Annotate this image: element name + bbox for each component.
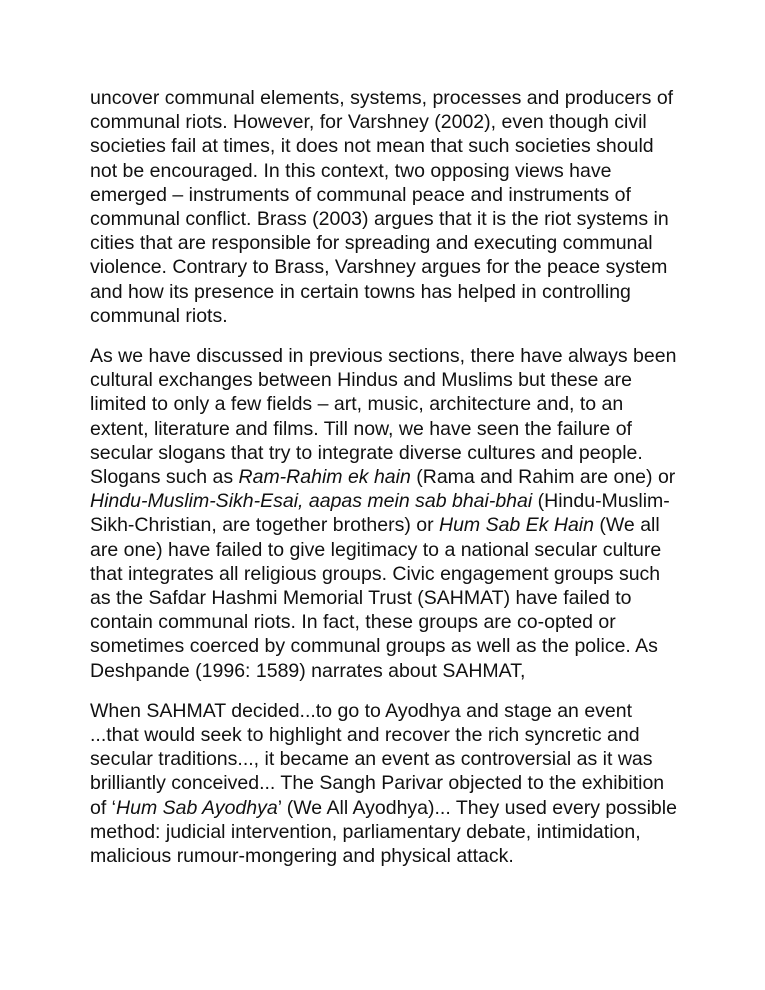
slogan-ram-rahim: Ram-Rahim ek hain xyxy=(238,466,411,489)
paragraph-1-text: uncover communal elements, systems, processes and producers of communal riots. However, for Varshney (2002), even though civil societies fail at times, it does not mean that such societies should not be encouraged. In this context, two opposing views have emerged – instruments of communal peace and instruments of communal conflict. Brass (2003) argues that it is the riot systems in cities that are responsible for spreading and executing communal violence. Contrary to Brass, Varshney argues for the peace system and how its presence in certain towns has helped in controlling communal riots. xyxy=(90,87,674,327)
paragraph-1 xyxy=(90,86,680,328)
paragraph-3-quote xyxy=(90,699,680,868)
paragraph-2-text-2: (Rama and Rahim are one) or xyxy=(410,466,676,489)
paragraph-2-text-1: As we have discussed in previous sections, there have always been cultural exchanges between Hindus and Muslims but these are limited to only a few fields – art, music, architecture and, to an extent, literature and films. Till now, we have seen the failure of secular slogans that try to integrate diverse cultures and people. Slogans such as xyxy=(90,345,677,489)
paragraph-3-text-1: When SAHMAT decided...to go to Ayodhya and stage an event ...that would seek to highlight and recover the rich syncretic and secular traditions..., it became an event as controversial as it was brilliantly conceived... The Sangh Parivar objected to the exhibition of ‘ xyxy=(90,699,665,819)
paragraph-2 xyxy=(90,344,680,683)
document-page xyxy=(90,86,680,884)
paragraph-2-text-3: (Hindu-Muslim-Sikh-Christian, are together brothers) or xyxy=(90,490,670,537)
slogan-hum-sab-ek-hain: Hum Sab Ek Hain xyxy=(438,514,594,537)
paragraph-2-text-4: (We all are one) have failed to give legitimacy to a national secular culture that integrates all religious groups. Civic engagement groups such as the Safdar Hashmi Memorial Trust (SAHMAT) have failed to contain communal riots. In fact, these groups are co-opted or sometimes coerced by communal groups as well as the police. As Deshpande (1996: 1589) narrates about SAHMAT, xyxy=(90,514,662,682)
slogan-hindu-muslim-sikh-esai: Hindu-Muslim-Sikh-Esai, aapas mein sab bhai-bhai xyxy=(90,490,533,513)
paragraph-3-text-2: ’ (We All Ayodhya)... They used every possible method: judicial intervention, parliamentary debate, intimidation, malicious rumour-mongering and physical attack. xyxy=(90,796,677,868)
exhibition-title: Hum Sab Ayodhya xyxy=(116,796,278,819)
